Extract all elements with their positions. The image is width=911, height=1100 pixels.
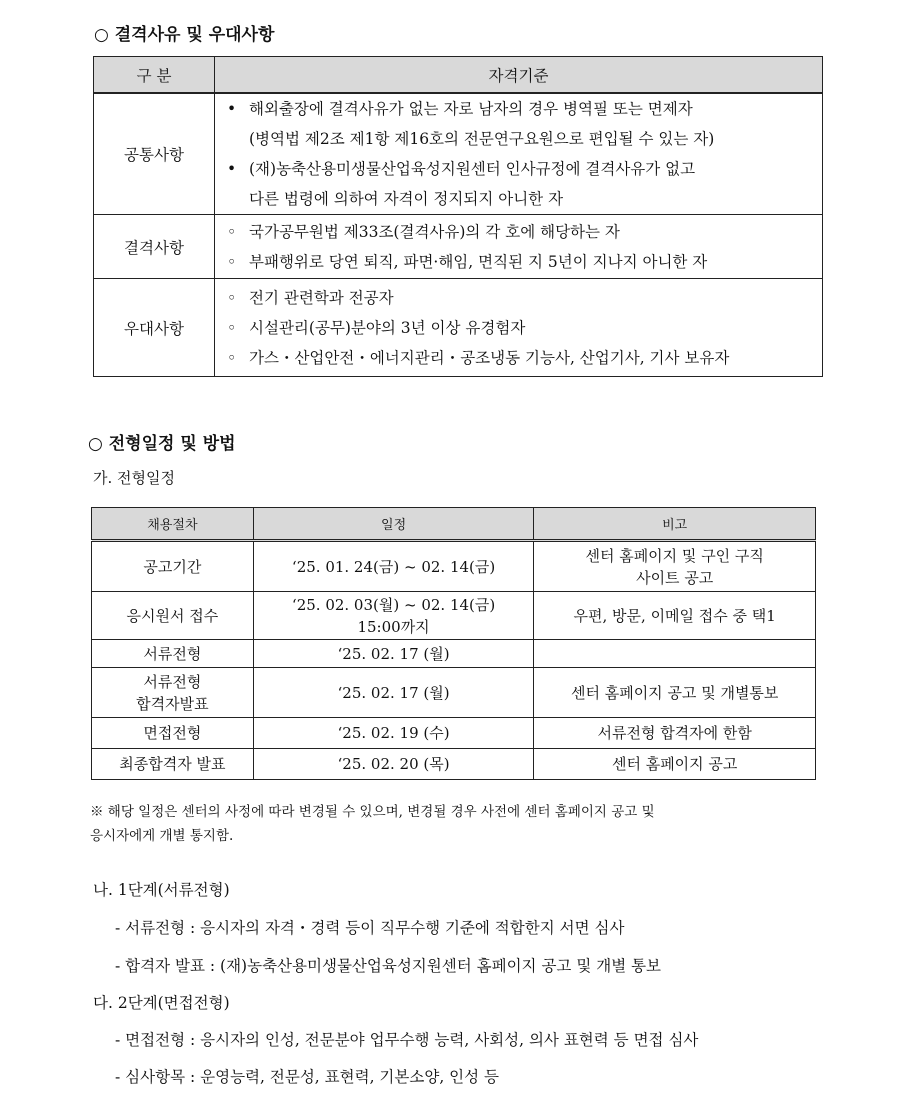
qualification-table <box>93 56 823 377</box>
cell-date: ‘25. 02. 19 (수) <box>253 718 534 749</box>
row-label-preference: 우대사항 <box>94 279 215 377</box>
table-row <box>92 541 816 592</box>
notice-line: 응시자에게 개별 통지함. <box>90 828 234 844</box>
criteria-common <box>215 93 823 215</box>
cell-note <box>534 640 816 668</box>
stage2-title: 다. 2단계(면접전형) <box>93 994 230 1012</box>
row-label-common: 공통사항 <box>94 93 215 215</box>
criteria-preference <box>215 279 823 377</box>
cell-date: ‘25. 02. 03(월) ~ 02. 14(금) 15:00까지 <box>253 592 534 640</box>
cell-step: 서류전형 <box>92 640 254 668</box>
list-item: • (재)농축산용미생물산업육성지원센터 인사규정에 결격사유가 없고 <box>227 160 696 178</box>
stage2-item: - 면접전형 : 응시자의 인성, 전문분야 업무수행 능력, 사회성, 의사 표현력 등 면접 심사 <box>115 1031 699 1049</box>
cell-step: 응시원서 접수 <box>92 592 254 640</box>
cell-date: ‘25. 02. 17 (월) <box>253 668 534 718</box>
cell-date: ‘25. 02. 17 (월) <box>253 640 534 668</box>
list-item: ◦ 부패행위로 당연 퇴직, 파면·해임, 면직된 지 5년이 지나지 아니한 자 <box>227 252 708 271</box>
list-item: ◦ 국가공무원법 제33조(결격사유)의 각 호에 해당하는 자 <box>227 222 620 241</box>
section-title-schedule: ○ 전형일정 및 방법 <box>88 434 236 454</box>
cell-note: 서류전형 합격자에 한함 <box>534 718 816 749</box>
table-row <box>92 718 816 749</box>
list-item: 다른 법령에 의하여 자격이 정지되지 아니한 자 <box>249 190 564 208</box>
cell-step: 서류전형 합격자발표 <box>92 668 254 718</box>
cell-note: 센터 홈페이지 공고 및 개별통보 <box>534 668 816 718</box>
table-header-step: 채용절차 <box>92 508 254 541</box>
cell-date: ‘25. 02. 20 (목) <box>253 749 534 780</box>
cell-note: 센터 홈페이지 및 구인 구직 사이트 공고 <box>534 541 816 592</box>
table-row <box>92 592 816 640</box>
row-label-disqualification: 결격사항 <box>94 215 215 279</box>
table-row <box>92 668 816 718</box>
cell-note: 센터 홈페이지 공고 <box>534 749 816 780</box>
stage1-item: - 서류전형 : 응시자의 자격・경력 등이 직무수행 기준에 적합한지 서면 심사 <box>115 919 625 937</box>
table-header-category: 구 분 <box>94 57 215 94</box>
table-header-criteria: 자격기준 <box>215 57 823 94</box>
schedule-notice <box>90 800 850 848</box>
cell-date: ‘25. 01. 24(금) ~ 02. 14(금) <box>253 541 534 592</box>
criteria-disqualification <box>215 215 823 279</box>
table-header-date: 일정 <box>253 508 534 541</box>
stage1-title: 나. 1단계(서류전형) <box>93 881 230 899</box>
schedule-table <box>91 507 816 780</box>
list-item: ◦ 시설관리(공무)분야의 3년 이상 유경험자 <box>227 318 526 337</box>
cell-step: 최종합격자 발표 <box>92 749 254 780</box>
cell-note: 우편, 방문, 이메일 접수 중 택1 <box>534 592 816 640</box>
stage1-item: - 합격자 발표 : (재)농축산용미생물산업육성지원센터 홈페이지 공고 및 개별 통보 <box>115 957 662 975</box>
notice-line: ※ 해당 일정은 센터의 사정에 따라 변경될 수 있으며, 변경될 경우 사전에 센터 홈페이지 공고 및 <box>90 804 655 820</box>
subsection-title-schedule: 가. 전형일정 <box>93 469 175 487</box>
list-item: ◦ 전기 관련학과 전공자 <box>227 288 394 307</box>
table-row <box>92 640 816 668</box>
section-title-disqualification: ○ 결격사유 및 우대사항 <box>94 25 275 45</box>
table-row <box>92 749 816 780</box>
cell-step: 면접전형 <box>92 718 254 749</box>
table-header-note: 비고 <box>534 508 816 541</box>
list-item: • 해외출장에 결격사유가 없는 자로 남자의 경우 병역필 또는 면제자 <box>227 100 693 118</box>
list-item: (병역법 제2조 제1항 제16호의 전문연구요원으로 편입될 수 있는 자) <box>249 130 715 148</box>
stage2-item: - 심사항목 : 운영능력, 전문성, 표현력, 기본소양, 인성 등 <box>115 1068 500 1086</box>
cell-step: 공고기간 <box>92 541 254 592</box>
list-item: ◦ 가스・산업안전・에너지관리・공조냉동 기능사, 산업기사, 기사 보유자 <box>227 348 730 367</box>
